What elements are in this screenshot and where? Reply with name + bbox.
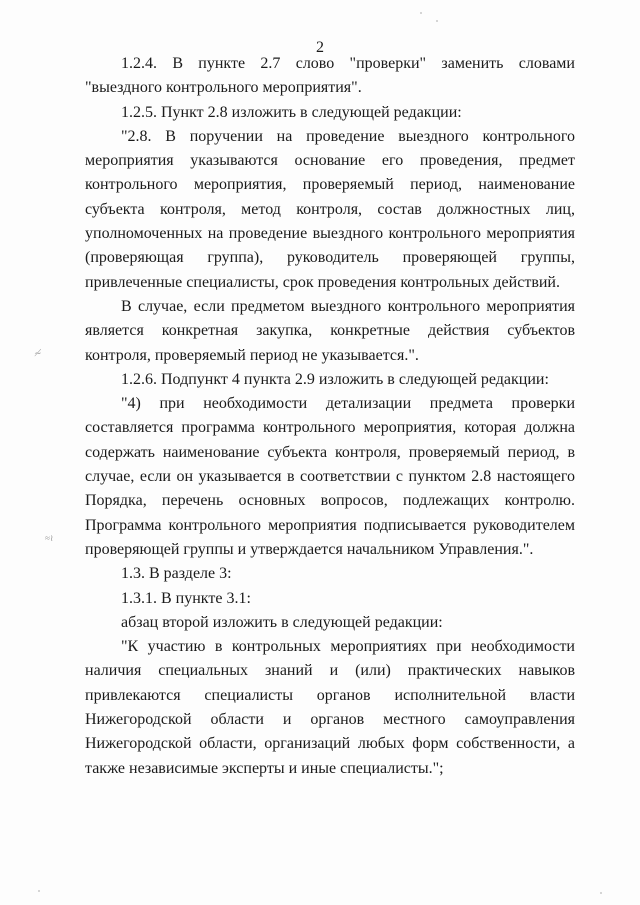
paragraph-2-8-case: В случае, если предметом выездного контрольного мероприятия является конкретная закупка, конкретные действия субъектов контроля, проверяемый период не указывается.". <box>85 297 575 364</box>
scan-speck <box>600 892 602 894</box>
paragraph-participation-quote: "К участию в контрольных мероприятиях при необходимости наличия специальных знаний и (или) практических навыков привлекаются специалисты органов исполнительной власти Нижегородской области и органов местного самоуправления Нижегородской области, организаций любых форм собственности, а также независимые эксперты и иные специалисты."; <box>85 638 575 777</box>
paragraph-1-2-5: 1.2.5. Пункт 2.8 изложить в следующей редакции: <box>121 103 462 121</box>
paragraph-1-2-4: 1.2.4. В пункте 2.7 слово "проверки" заменить словами "выездного контрольного мероприятия". <box>85 55 575 97</box>
scan-mark: ≁ <box>34 348 42 358</box>
scan-speck <box>436 20 438 22</box>
document-body <box>85 52 575 781</box>
scan-speck <box>420 12 422 14</box>
scan-speck <box>38 890 40 892</box>
page-number: 2 <box>316 39 324 56</box>
paragraph-1-3-1: 1.3.1. В пункте 3.1: <box>121 589 251 607</box>
paragraph-1-3: 1.3. В разделе 3: <box>121 565 232 583</box>
paragraph-1-2-6: 1.2.6. Подпункт 4 пункта 2.9 изложить в следующей редакции: <box>121 370 549 388</box>
paragraph-abzac-vtoroy: абзац второй изложить в следующей редакции: <box>121 613 443 631</box>
scan-mark: ≈≀ <box>45 533 54 543</box>
paragraph-2-8-quote: "2.8. В поручении на проведение выездного контрольного мероприятия указываются основание его проведения, предмет контрольного мероприятия, проверяемый период, наименование субъекта контроля, метод контроля, состав должностных лиц, уполномоченных на проведение выездного контрольного мероприятия (проверяющая группа), руководитель проверяющей группы, привлеченные специалисты, срок проведения контрольных действий. <box>85 127 575 291</box>
paragraph-subpoint-4-quote: "4) при необходимости детализации предмета проверки составляется программа контрольного мероприятия, которая должна содержать наименование субъекта контроля, проверяемый период, в случае, если он указывается в соответствии с пунктом 2.8 настоящего Порядка, перечень основных вопросов, подлежащих контролю. Программа контрольного мероприятия подписывается руководителем проверяющей группы и утверждается начальником Управления.". <box>85 395 575 558</box>
